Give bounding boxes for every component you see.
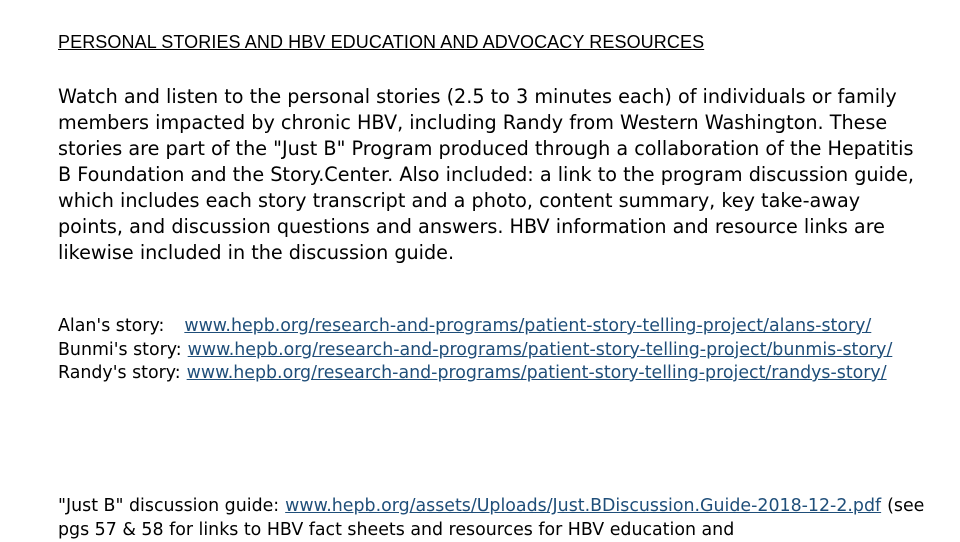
story-item-alan <box>58 315 928 339</box>
guide-label: "Just B" discussion guide: <box>58 496 280 516</box>
story-label: Alan's story: <box>58 316 165 336</box>
story-label: Bunmi's story: <box>58 339 182 360</box>
intro-paragraph: Watch and listen to the personal stories (2.5 to 3 minutes each) of individuals or family members impacted by chronic HBV, including Randy from Western Washington. These stories are part of the "Just B" Program produced through a collaboration of the Hepatitis B Foundation and the Story.Center. Also included: a link to the program discussion guide, which includes each story transcript and a photo, content summary, key take-away points, and discussion questions and answers. HBV information and resource links are likewise included in the discussion guide. <box>58 85 915 264</box>
story-link-alan[interactable]: www.hepb.org/research-and-programs/patient-story-telling-project/alans-story/ <box>184 316 872 336</box>
story-label: Randy's story: <box>58 363 181 383</box>
story-links-list <box>58 315 928 386</box>
story-item-bunmi <box>58 339 928 363</box>
story-item-randy <box>58 362 928 386</box>
guide-link[interactable]: www.hepb.org/assets/Uploads/Just.BDiscussion.Guide-2018-12-2.pdf <box>285 496 882 516</box>
story-link-bunmi[interactable]: www.hepb.org/research-and-programs/patient-story-telling-project/bunmis-story/ <box>187 339 893 360</box>
story-link-randy[interactable]: www.hepb.org/research-and-programs/patient-story-telling-project/randys-story/ <box>186 363 887 383</box>
discussion-guide-item <box>58 495 938 542</box>
guide-note: (see pgs 57 & 58 for links to HBV fact sheets and resources for HBV education and <box>58 496 925 540</box>
page-title: PERSONAL STORIES AND HBV EDUCATION AND ADVOCACY RESOURCES <box>58 32 705 52</box>
